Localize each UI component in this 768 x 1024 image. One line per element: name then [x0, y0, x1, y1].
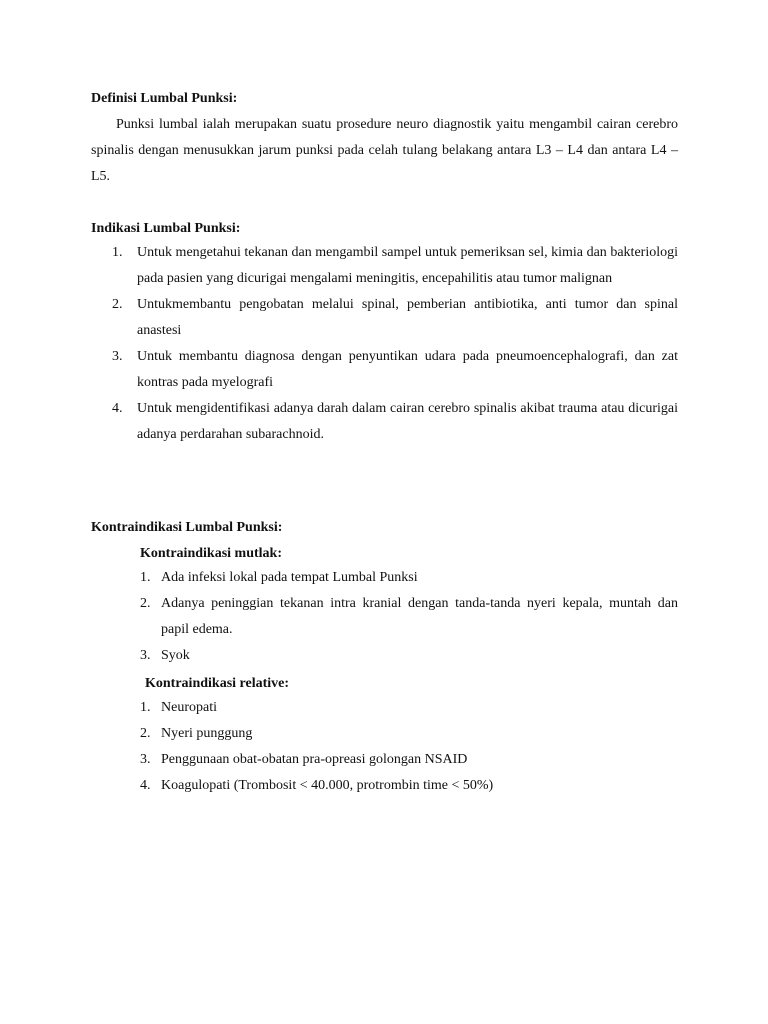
list-item — [140, 773, 678, 799]
list-item — [112, 240, 678, 292]
kontraindikasi-heading: Kontraindikasi Lumbal Punksi: — [91, 520, 283, 535]
list-item-text: Untukmembantu pengobatan melalui spinal, pemberian antibiotika, anti tumor dan spinal anastesi — [137, 297, 678, 338]
list-item-number: 3. — [140, 648, 151, 663]
list-item-number: 2. — [140, 596, 151, 611]
list-item — [112, 344, 678, 396]
list-item — [140, 591, 678, 643]
list-item-number: 3. — [140, 752, 151, 767]
list-item — [112, 292, 678, 344]
list-item-number: 1. — [140, 570, 151, 585]
list-item — [140, 721, 678, 747]
kontraindikasi-relative-heading: Kontraindikasi relative: — [145, 676, 290, 691]
list-item-number: 4. — [112, 401, 123, 416]
mutlak-list — [140, 565, 678, 669]
definisi-heading: Definisi Lumbal Punksi: — [91, 91, 238, 106]
list-item — [140, 565, 678, 591]
list-item-text: Neuropati — [161, 700, 217, 715]
list-item — [112, 396, 678, 448]
definisi-paragraph: Punksi lumbal ialah merupakan suatu prosedure neuro diagnostik yaitu mengambil cairan cerebro spinalis dengan menusukkan jarum punksi pada celah tulang belakang antara L3 – L4 dan antara L4 – L5. — [91, 117, 678, 184]
list-item — [140, 695, 678, 721]
indikasi-heading: Indikasi Lumbal Punksi: — [91, 221, 241, 236]
list-item — [140, 643, 678, 669]
kontraindikasi-mutlak-heading: Kontraindikasi mutlak: — [140, 546, 282, 561]
list-item-number: 4. — [140, 778, 151, 793]
list-item-number: 2. — [112, 297, 123, 312]
list-item-number: 1. — [112, 245, 123, 260]
list-item-number: 3. — [112, 349, 123, 364]
list-item-text: Ada infeksi lokal pada tempat Lumbal Punksi — [161, 570, 418, 585]
list-item-text: Untuk membantu diagnosa dengan penyuntikan udara pada pneumoencephalografi, dan zat kontras pada myelografi — [137, 349, 678, 390]
relative-list — [140, 695, 678, 799]
list-item-number: 1. — [140, 700, 151, 715]
list-item-text: Koagulopati (Trombosit < 40.000, protrombin time < 50%) — [161, 778, 494, 793]
list-item-text: Untuk mengidentifikasi adanya darah dalam cairan cerebro spinalis akibat trauma atau dicurigai adanya perdarahan subarachnoid. — [137, 401, 678, 442]
list-item-text: Syok — [161, 648, 190, 663]
list-item-text: Penggunaan obat-obatan pra-opreasi golongan NSAID — [161, 752, 468, 767]
indikasi-list — [112, 240, 678, 448]
list-item-number: 2. — [140, 726, 151, 741]
list-item — [140, 747, 678, 773]
list-item-text: Untuk mengetahui tekanan dan mengambil sampel untuk pemeriksan sel, kimia dan bakteriologi pada pasien yang dicurigai mengalami meningitis, encepahilitis atau tumor malignan — [137, 245, 678, 286]
list-item-text: Nyeri punggung — [161, 726, 253, 741]
list-item-text: Adanya peninggian tekanan intra kranial dengan tanda-tanda nyeri kepala, muntah dan papil edema. — [161, 596, 678, 637]
